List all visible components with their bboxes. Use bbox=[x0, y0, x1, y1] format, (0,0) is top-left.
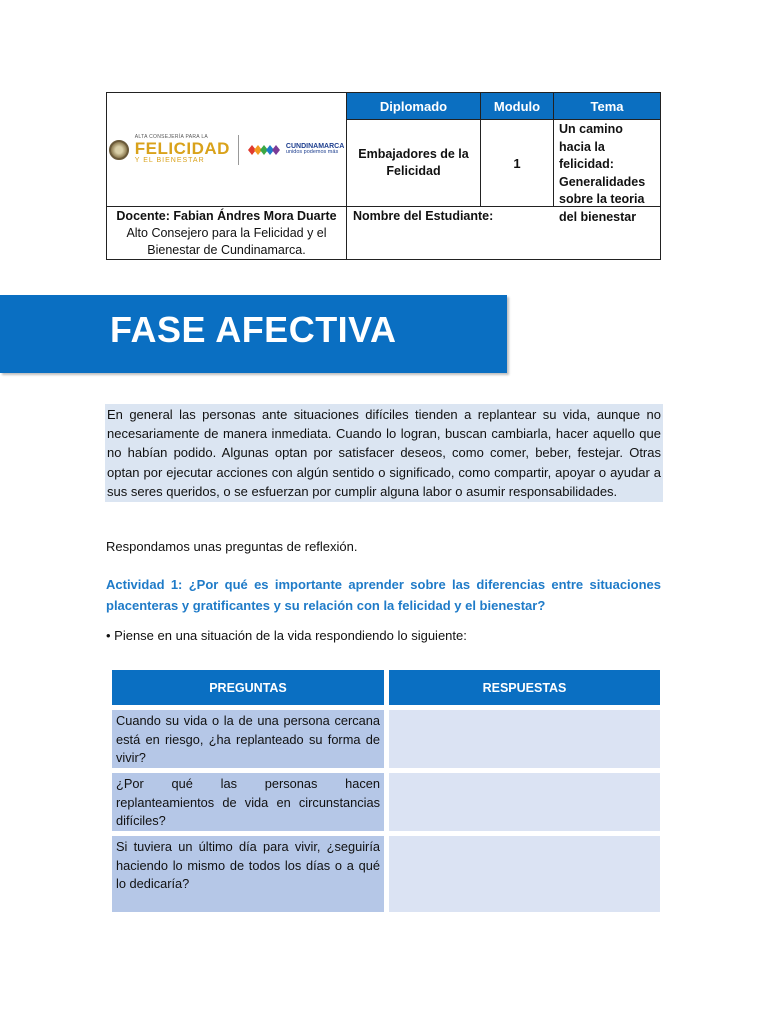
modulo-value: 1 bbox=[481, 120, 554, 207]
table-row bbox=[112, 710, 660, 768]
felicidad-logo-small: ALTA CONSEJERÍA PARA LA bbox=[134, 134, 209, 140]
table-row bbox=[112, 773, 660, 831]
answer-cell[interactable] bbox=[389, 773, 660, 831]
cundinamarca-name: CUNDINAMARCA bbox=[285, 143, 345, 151]
answer-cell[interactable] bbox=[389, 710, 660, 768]
table-header-row bbox=[112, 670, 660, 705]
header-col-tema: Tema bbox=[554, 93, 660, 120]
cundinamarca-tagline: unidos podemos más bbox=[285, 149, 339, 156]
student-name-label: Nombre del Estudiante: bbox=[353, 209, 494, 223]
docente-name: Docente: Fabian Ándres Mora Duarte bbox=[116, 209, 337, 223]
header-col-modulo: Modulo bbox=[481, 93, 554, 120]
section-banner bbox=[0, 295, 507, 373]
instruction-bullet: • Piense en una situación de la vida respondiendo lo siguiente: bbox=[106, 628, 467, 643]
logos bbox=[109, 135, 345, 165]
logo-divider bbox=[238, 135, 239, 165]
student-name-field[interactable] bbox=[347, 207, 660, 259]
diplomado-value: Embajadores de la Felicidad bbox=[347, 120, 481, 207]
table-row bbox=[112, 836, 660, 912]
docente-role: Alto Consejero para la Felicidad y el Bienestar de Cundinamarca. bbox=[126, 226, 327, 257]
intro-paragraph: En general las personas ante situaciones difíciles tienden a replantear su vida, aunque no necesariamente de manera inmediata. Cuando lo logran, buscan cambiarla, hacer aquello que no habían podido. Algunas optan por satisfacer deseos, como comer, beber, festejar. Otras optan por ejecutar acciones con algún sentido o significado, como compartir, apoyar o ayudar a sus seres queridos, o se esfuerzan por cumplir alguna labor o asumir responsabilidades. bbox=[105, 404, 663, 502]
tema-value: Un camino hacia la felicidad: Generalidades sobre la teoria del bienestar bbox=[554, 120, 660, 207]
answer-cell[interactable] bbox=[389, 836, 660, 912]
cundinamarca-mark-icon bbox=[247, 142, 283, 158]
reflection-prompt: Respondamos unas preguntas de reflexión. bbox=[106, 539, 358, 554]
col-respuestas: RESPUESTAS bbox=[389, 670, 660, 705]
question-cell: Cuando su vida o la de una persona cercana está en riesgo, ¿ha replanteado su forma de vivir? bbox=[112, 710, 384, 768]
col-preguntas: PREGUNTAS bbox=[112, 670, 384, 705]
felicidad-logo-sub: Y EL BIENESTAR bbox=[134, 157, 205, 164]
header-table bbox=[106, 92, 661, 260]
felicidad-logo-big: FELICIDAD bbox=[134, 139, 230, 158]
logo-cell bbox=[107, 93, 347, 207]
header-col-diplomado: Diplomado bbox=[347, 93, 481, 120]
government-seal-logo bbox=[109, 140, 129, 160]
cundinamarca-logo bbox=[247, 142, 344, 158]
activity-title: Actividad 1: ¿Por qué es importante aprender sobre las diferencias entre situaciones placenteras y gratificantes y su relación con la felicidad y el bienestar? bbox=[106, 577, 661, 613]
felicidad-logo bbox=[135, 135, 230, 164]
docente-cell bbox=[107, 207, 347, 259]
question-cell: Si tuviera un último día para vivir, ¿seguiría haciendo lo mismo de todos los días o a qué lo dedicaría? bbox=[112, 836, 384, 912]
question-cell: ¿Por qué las personas hacen replanteamientos de vida en circunstancias difíciles? bbox=[112, 773, 384, 831]
section-title: FASE AFECTIVA bbox=[110, 309, 397, 350]
